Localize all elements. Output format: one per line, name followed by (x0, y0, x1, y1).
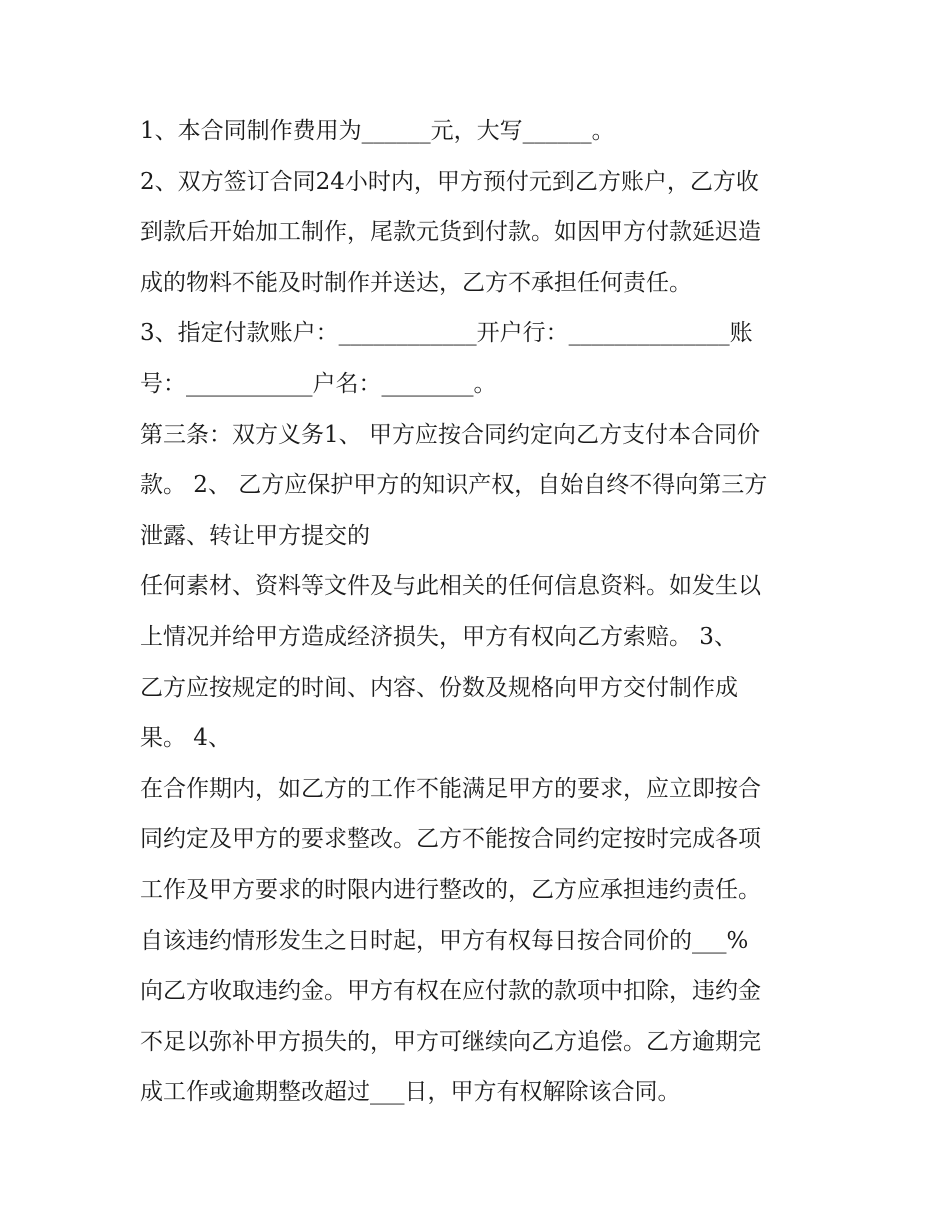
text-line: 在合作期内，如乙方的工作不能满足甲方的要求，应立即按合 (140, 775, 761, 802)
text-line: 果。 4、 (140, 725, 231, 752)
text-line: 自该违约情形发生之日时起，甲方有权每日按合同价的___% (140, 927, 749, 954)
text-line: 成工作或逾期整改超过___日，甲方有权解除该合同。 (140, 1079, 681, 1106)
text-line: 同约定及甲方的要求整改。乙方不能按合同约定按时完成各项 (140, 826, 761, 853)
text-line: 2、双方签订合同24小时内，甲方预付元到乙方账户，乙方收 (140, 168, 759, 195)
text-line: 上情况并给甲方造成经济损失，甲方有权向乙方索赔。 3、 (140, 623, 737, 650)
text-line: 任何素材、资料等文件及与此相关的任何信息资料。如发生以 (140, 573, 761, 600)
text-line: 到款后开始加工制作，尾款元货到付款。如因甲方付款延迟造 (140, 219, 761, 246)
contract-text (140, 106, 820, 1118)
text-line: 1、本合同制作费用为______元，大写______。 (140, 118, 615, 144)
text-line: 款。 2、 乙方应保护甲方的知识产权，自始自终不得向第三方 (140, 472, 768, 499)
text-line: 号：___________户名：________。 (140, 370, 497, 397)
text-line: 第三条：双方义务1、 甲方应按合同约定向乙方支付本合同价 (140, 421, 760, 448)
text-line: 成的物料不能及时制作并送达，乙方不承担任何责任。 (140, 269, 692, 296)
text-line: 泄露、转让甲方提交的 (140, 522, 370, 549)
text-line: 工作及甲方要求的时限内进行整改的，乙方应承担违约责任。 (140, 876, 761, 903)
text-line: 不足以弥补甲方损失的，甲方可继续向乙方追偿。乙方逾期完 (140, 1028, 761, 1055)
text-line: 向乙方收取违约金。甲方有权在应付款的款项中扣除，违约金 (140, 978, 761, 1005)
text-line: 3、指定付款账户：____________开户行：______________账 (140, 320, 753, 347)
text-line: 乙方应按规定的时间、内容、份数及规格向甲方交付制作成 (140, 674, 738, 701)
